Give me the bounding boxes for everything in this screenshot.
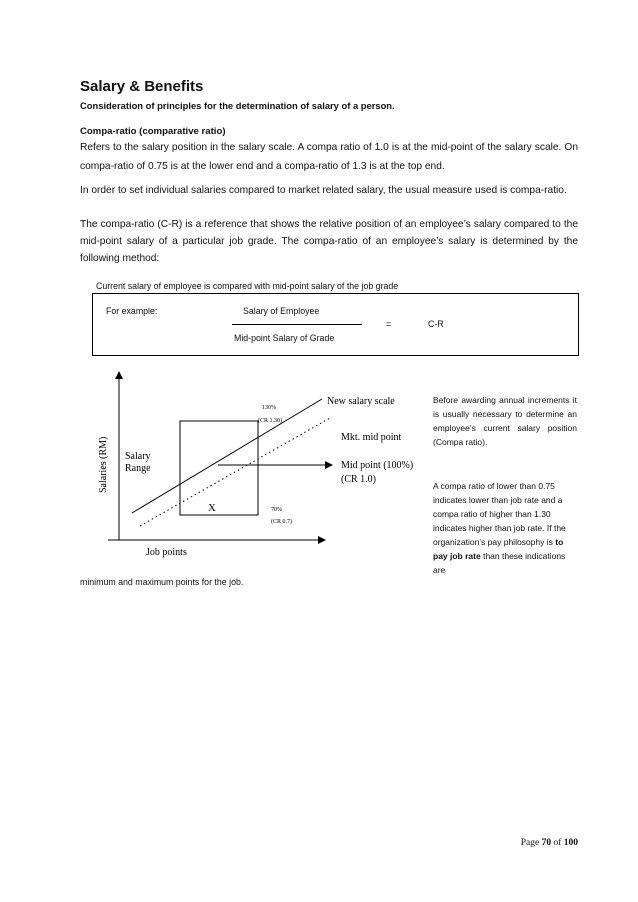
salary-range-label-1: Salary [125, 451, 151, 462]
salary-range-box [180, 421, 258, 515]
paragraph-3: The compa-ratio (C-R) is a reference that shows the relative position of an employee’s salary compared to the mid-point salary of a particular job grade. The compa-ratio of an employee’s salary is determined by the following method: [80, 219, 578, 264]
formula-denominator: Mid-point Salary of Grade [234, 333, 335, 343]
footer-current-page: 70 [541, 838, 552, 848]
bottom-line: minimum and maximum points for the job. [80, 577, 244, 587]
midpoint-cr-label: (CR 1.0) [341, 474, 376, 485]
bottom-percent-label: 70% [271, 507, 282, 513]
x-axis-label: Job points [146, 547, 187, 558]
new-salary-scale-line [132, 399, 322, 513]
formula-result: C-R [428, 319, 444, 329]
salary-range-label-2: Range [125, 463, 151, 474]
market-midpoint-label: Mkt. mid point [341, 432, 402, 443]
new-salary-scale-label: New salary scale [327, 396, 395, 407]
footer-page-word: Page [520, 838, 540, 848]
side-text-2-post: than these indications are [433, 551, 566, 575]
side-text-1: Before awarding annual increments it is usually necessary to determine an employee’s current salary position (Compa ratio). [433, 395, 577, 447]
page-footer [521, 838, 578, 848]
market-midpoint-line [140, 418, 330, 526]
paragraph-1: Refers to the salary position in the salary scale. A compa ratio of 1.0 is at the mid-point of the salary scale. On compa-ratio of 0.75 is at the lower end and a compa-ratio of 1.3 is at the top end. [80, 142, 578, 172]
paragraph-2: In order to set individual salaries compared to market related salary, the usual measure used is compa-ratio. [80, 185, 567, 196]
side-text-2 [433, 479, 577, 577]
formula-numerator: Salary of Employee [243, 306, 320, 316]
page-subheading: Consideration of principles for the determination of salary of a person. [80, 100, 395, 111]
y-axis-label: Salaries (RM) [98, 436, 109, 493]
formula-equals: = [386, 319, 392, 329]
page-heading: Salary & Benefits [80, 78, 204, 95]
top-percent-label: 130% [262, 405, 276, 411]
top-cr-label: (CR 1.30) [258, 418, 282, 424]
formula-example-label: For example: [106, 306, 158, 316]
x-marker: X [208, 502, 216, 514]
footer-of-word: of [553, 838, 562, 848]
footer-total-pages: 100 [563, 838, 578, 848]
formula-intro: Current salary of employee is compared with mid-point salary of the job grade [96, 281, 399, 291]
side-text-2-pre: A compa ratio of lower than 0.75 indicates lower than job rate and a compa ratio of higher than 1.30 indicates higher than job rate. If the organization’s pay philosophy is [433, 481, 566, 547]
bottom-cr-label: (CR 0.7) [271, 519, 292, 525]
midpoint-label: Mid point (100%) [341, 460, 414, 471]
section-title: Compa-ratio (comparative ratio) [80, 126, 226, 137]
side-text-2-bold: to pay job rate [433, 537, 564, 561]
